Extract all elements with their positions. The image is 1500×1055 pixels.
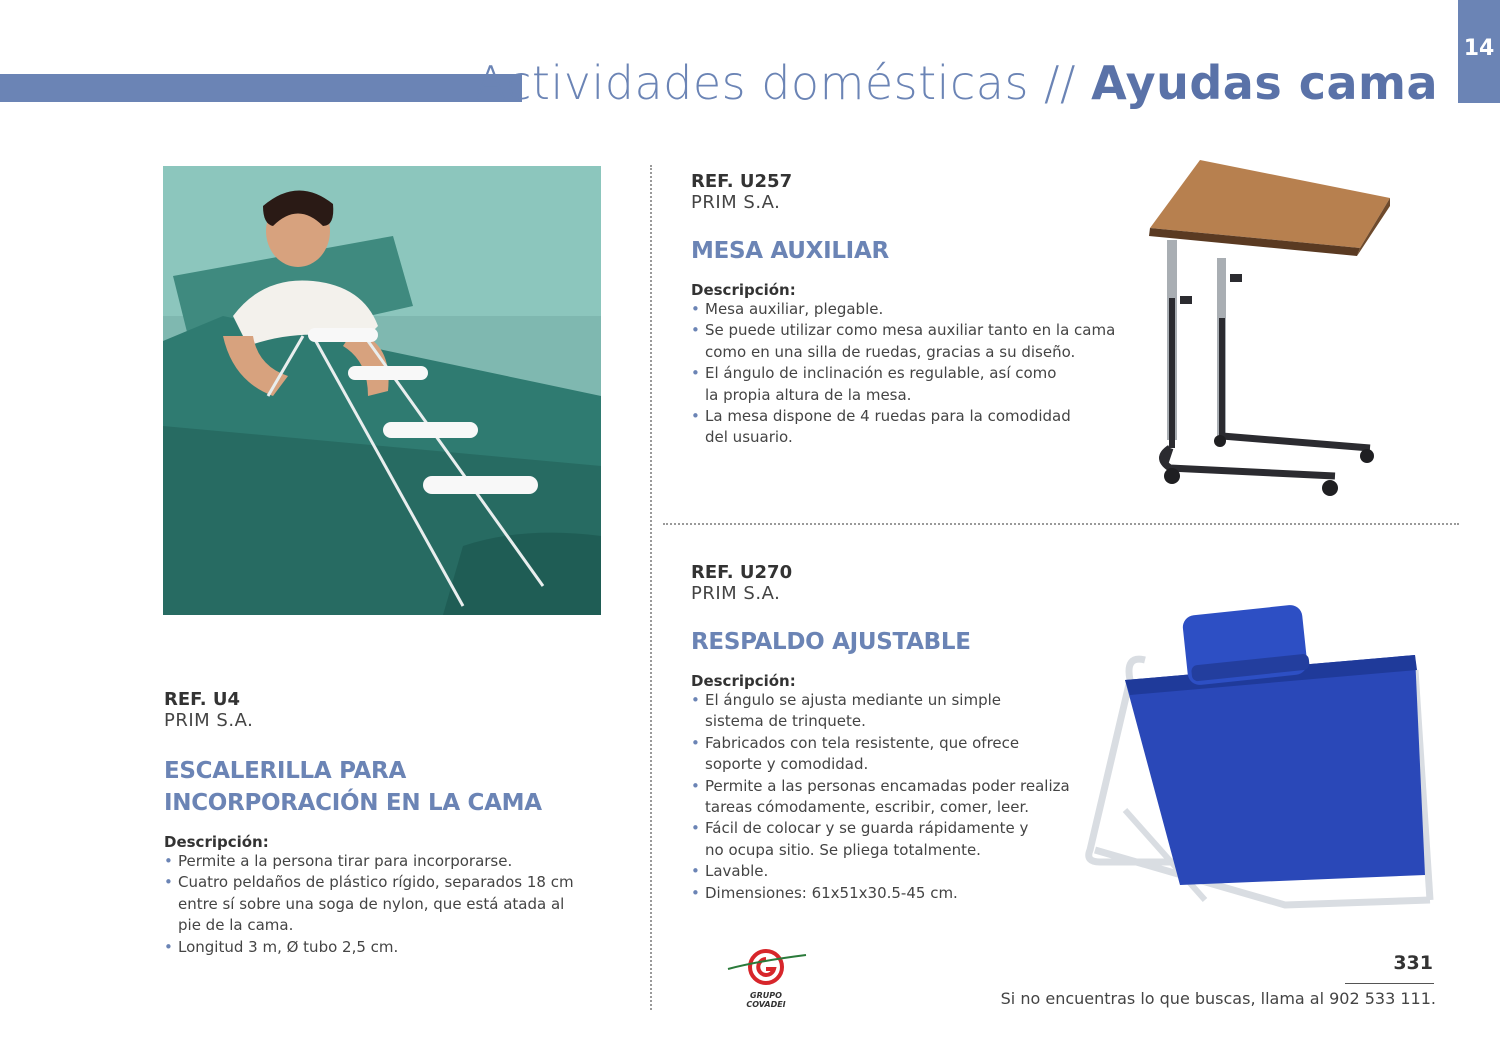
section-title: Actividades domésticas // <box>474 56 1077 110</box>
page-title <box>475 56 1438 110</box>
description-item-line: • Se puede utilizar como mesa auxiliar tanto en la cama <box>705 321 1116 340</box>
description-item-line: • Permite a la persona tirar para incorporarse. <box>178 852 513 870</box>
description-item-line: pie de la cama. <box>178 916 294 935</box>
description-item <box>164 872 634 936</box>
logo-text-line2: COVADEI <box>746 1000 786 1009</box>
description-label: Descripción: <box>691 281 796 299</box>
product-ref: REF. U270 <box>691 562 793 583</box>
chapter-number: 14 <box>1463 36 1495 61</box>
product-image-table <box>1135 158 1395 498</box>
description-list <box>691 299 1151 449</box>
description-item-line: • Fácil de colocar y se guarda rápidamente y <box>705 819 1029 838</box>
description-item-line: • Lavable. <box>705 862 769 881</box>
description-item <box>691 883 1091 904</box>
description-item <box>691 690 1091 733</box>
product-title: MESA AUXILIAR <box>691 238 889 264</box>
description-item-line: soporte y comodidad. <box>705 755 869 774</box>
brand-logo <box>718 947 814 1009</box>
description-item-line: • El ángulo de inclinación es regulable, así como <box>705 364 1057 383</box>
description-item <box>691 776 1091 819</box>
product-maker: PRIM S.A. <box>691 583 781 604</box>
description-item <box>691 733 1091 776</box>
description-item-line: tareas cómodamente, escribir, comer, leer. <box>705 798 1030 817</box>
product-image-backrest <box>1085 600 1440 920</box>
description-item-line: • Dimensiones: 61x51x30.5-45 cm. <box>705 883 958 902</box>
product-title-line1: ESCALERILLA PARA <box>164 758 406 784</box>
description-list <box>164 851 634 958</box>
description-item <box>164 851 634 872</box>
description-item-line: del usuario. <box>705 428 793 447</box>
product-image-ladder <box>163 166 601 615</box>
description-item-line: la propia altura de la mesa. <box>705 385 912 404</box>
description-item-line: • Cuatro peldaños de plástico rígido, separados 18 cm <box>178 873 574 892</box>
product-title: RESPALDO AJUSTABLE <box>691 629 971 655</box>
description-item-line: • El ángulo se ajusta mediante un simple <box>705 691 1001 709</box>
logo-text-line1: GRUPO <box>750 991 782 1000</box>
description-item <box>691 861 1091 882</box>
product-maker: PRIM S.A. <box>691 192 781 213</box>
product-u257 <box>691 171 1151 449</box>
description-item-line: • Fabricados con tela resistente, que ofrece <box>705 733 1020 752</box>
description-item-line: como en una silla de ruedas, gracias a su diseño. <box>705 342 1076 361</box>
column-divider <box>650 165 652 1010</box>
description-item-line: • La mesa dispone de 4 ruedas para la comodidad <box>705 407 1071 426</box>
description-item-line: entre sí sobre una soga de nylon, que está atada al <box>178 894 565 913</box>
description-item <box>691 299 1151 320</box>
product-maker: PRIM S.A. <box>164 710 254 731</box>
description-item-line: sistema de trinquete. <box>705 712 866 731</box>
product-u4 <box>164 689 634 958</box>
description-item <box>691 406 1151 449</box>
description-item <box>691 818 1091 861</box>
description-item-line: • Permite a las personas encamadas poder realiza <box>705 776 1070 795</box>
product-ref: REF. U257 <box>691 171 793 192</box>
subsection-title: Ayudas cama <box>1091 56 1438 110</box>
description-item <box>691 320 1151 363</box>
chapter-tab <box>1458 0 1500 103</box>
description-label: Descripción: <box>691 672 796 690</box>
description-label: Descripción: <box>164 833 269 851</box>
product-ref: REF. U4 <box>164 689 241 710</box>
description-item <box>164 937 634 958</box>
page-number-rule <box>1345 983 1434 984</box>
header-bar <box>0 74 522 102</box>
description-item-line: • Longitud 3 m, Ø tubo 2,5 cm. <box>178 937 399 956</box>
description-item <box>691 363 1151 406</box>
description-item-line: no ocupa sitio. Se pliega totalmente. <box>705 840 981 859</box>
description-item-line: • Mesa auxiliar, plegable. <box>705 300 884 318</box>
row-divider <box>663 523 1459 525</box>
product-u270 <box>691 562 1091 904</box>
brand-logo-mark <box>718 947 814 987</box>
product-title-line2: INCORPORACIÓN EN LA CAMA <box>164 790 542 816</box>
page-number: 331 <box>1393 952 1433 974</box>
description-list <box>691 690 1091 904</box>
footer-contact-note: Si no encuentras lo que buscas, llama al 902 533 111. <box>1000 989 1436 1008</box>
